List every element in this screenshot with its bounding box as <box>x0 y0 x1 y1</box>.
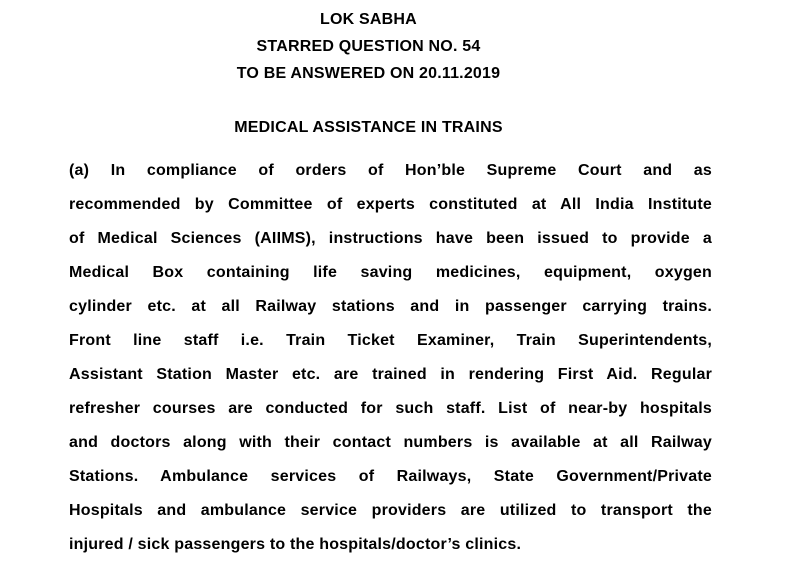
answer-line: refresher courses are conducted for such staff. List of near-by hospitals <box>69 400 712 417</box>
question-number: STARRED QUESTION NO. 54 <box>256 38 481 55</box>
answer-line: and doctors along with their contact numbers is available at all Railway <box>69 434 712 451</box>
house-title: LOK SABHA <box>320 11 417 28</box>
answer-line: Stations. Ambulance services of Railways, State Government/Private <box>69 468 712 485</box>
answer-line: cylinder etc. at all Railway stations and in passenger carrying trains. <box>69 298 712 315</box>
answer-line: of Medical Sciences (AIIMS), instructions have been issued to provide a <box>69 230 712 247</box>
answer-line: Medical Box containing life saving medicines, equipment, oxygen <box>69 264 712 281</box>
answer-date: TO BE ANSWERED ON 20.11.2019 <box>236 65 501 82</box>
question-subject: MEDICAL ASSISTANCE IN TRAINS <box>234 119 503 136</box>
answer-line: injured / sick passengers to the hospitals/doctor’s clinics. <box>69 536 522 553</box>
answer-line: Hospitals and ambulance service providers are utilized to transport the <box>69 502 712 519</box>
answer-line: (a) In compliance of orders of Hon’ble Supreme Court and as <box>69 162 712 179</box>
answer-line: Front line staff i.e. Train Ticket Examiner, Train Superintendents, <box>69 332 712 349</box>
answer-line: Assistant Station Master etc. are trained in rendering First Aid. Regular <box>69 366 712 383</box>
answer-paragraph-a <box>69 154 712 562</box>
answer-line: recommended by Committee of experts constituted at All India Institute <box>69 196 712 213</box>
